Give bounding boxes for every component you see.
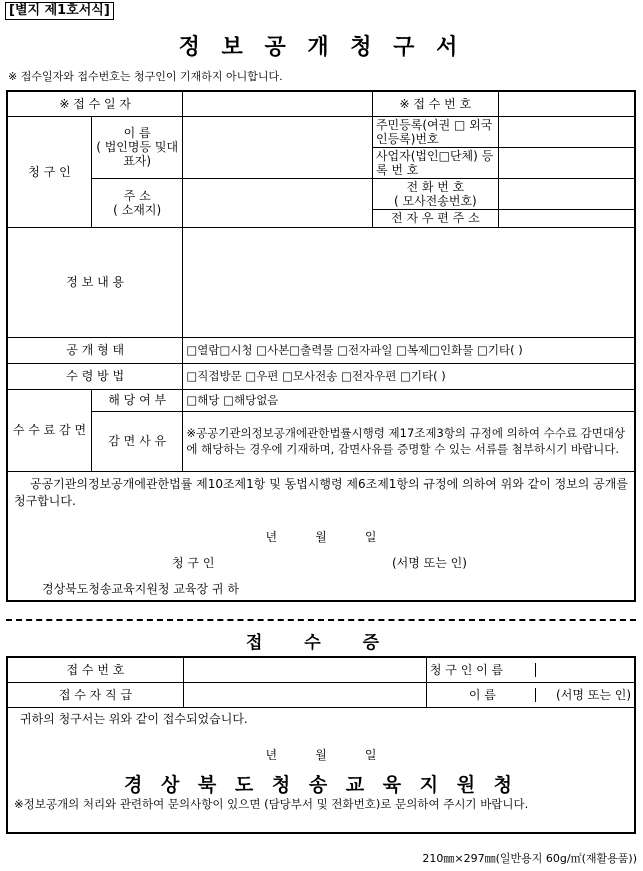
receiver-name-cell [426, 682, 635, 707]
receipt-date-label: ※ 접 수 일 자 [7, 91, 183, 116]
receiver-position-field [183, 682, 426, 707]
applicable-options[interactable]: □해당 □해당없음 [183, 389, 635, 411]
fee-reduction-label: 수 수 료 감 면 [7, 389, 91, 471]
cut-line [6, 619, 636, 621]
receipt-number-field-2 [183, 657, 426, 682]
reduction-reason-label: 감 면 사 유 [91, 411, 182, 471]
declaration-text: 공공기관의정보공개에관한법률 제10조제1항 및 동법시행령 제6조제1항의 규정에 의하여 위와 같이 정보의 공개를 청구합니다. [14, 476, 628, 508]
name-label: 이 름 ( 법인명등 및대표자) [91, 116, 182, 178]
sign-hint: (서명 또는 인) [392, 555, 467, 570]
receipt-body [7, 707, 635, 833]
email-field[interactable] [498, 209, 635, 227]
disclosure-form-label: 공 개 형 태 [7, 337, 183, 363]
receiver-sign-hint: (서명 또는 인) [556, 687, 631, 702]
biz-number-field[interactable] [498, 147, 635, 178]
rrn-field[interactable] [498, 116, 635, 147]
receipt-number-field [498, 91, 635, 116]
paper-spec-footer: 210㎜×297㎜(일반용지 60g/㎡(재활용품)) [422, 852, 637, 865]
request-form-table [6, 90, 636, 602]
receipt-method-label: 수 령 방 법 [7, 363, 183, 389]
phone-label: 전 화 번 호 ( 모사전송번호) [372, 178, 498, 209]
declaration-block [7, 471, 635, 601]
requester-label: 청 구 인 [7, 116, 91, 227]
receipt-title: 접 수 증 [245, 633, 398, 653]
receipt-date: 년 월 일 [265, 747, 377, 762]
page-title: 정 보 공 개 청 구 서 [178, 35, 465, 60]
receipt-note: ※ 접수일자와 접수번호는 청구인이 기재하지 아니합니다. [8, 70, 283, 83]
rrn-label: 주민등록(여권 □ 외국인등록)번호 [372, 116, 498, 147]
receiver-position-label: 접 수 자 직 급 [7, 682, 183, 707]
requester-name-label: 청 구 인 이 름 [427, 663, 536, 677]
applicable-label: 해 당 여 부 [91, 389, 182, 411]
addressee: 경상북도청송교육지원청 교육장 귀 하 [42, 581, 239, 596]
signer-label: 청 구 인 [172, 555, 215, 570]
receiver-name-label: 이 름 [427, 688, 536, 702]
receipt-statement: 귀하의 청구서는 위와 같이 접수되었습니다. [20, 711, 248, 726]
reduction-reason-note: ※공공기관의정보공개에관한법률시행령 제17조제3항의 규정에 의하여 수수료 감면대상에 해당하는 경우에 기재하며, 감면사유를 증명할 수 있는 서류를 첨부하시기 바랍니다. [183, 411, 635, 471]
request-date: 년 월 일 [265, 529, 377, 544]
info-content-label: 정 보 내 용 [7, 227, 183, 337]
receipt-number-label: ※ 접 수 번 호 [372, 91, 498, 116]
address-label: 주 소 ( 소재지) [91, 178, 182, 227]
disclosure-form-options[interactable]: □열람□시청 □사본□출력물 □전자파일 □복제□인화물 □기타( ) [183, 337, 635, 363]
receipt-method-options[interactable]: □직접방문 □우편 □모사전송 □전자우편 □기타( ) [183, 363, 635, 389]
address-field[interactable] [183, 178, 373, 227]
receipt-table [6, 656, 636, 834]
signature-line [14, 556, 628, 572]
receipt-note: ※정보공개의 처리와 관련하여 문의사항이 있으면 (담당부서 및 전화번호)로 문의하여 주시기 바랍니다. [14, 796, 529, 811]
email-label: 전 자 우 편 주 소 [372, 209, 498, 227]
receipt-number-label-2: 접 수 번 호 [7, 657, 183, 682]
phone-field[interactable] [498, 178, 635, 209]
biz-number-label: 사업자(법인□단체) 등 록 번 호 [372, 147, 498, 178]
receipt-date-field [183, 91, 373, 116]
requester-name-cell [426, 657, 635, 682]
form-number-tag: [별지 제1호서식] [5, 2, 114, 20]
info-content-field[interactable] [183, 227, 635, 337]
receipt-office: 경 상 북 도 청 송 교 육 지 원 청 [123, 773, 519, 796]
name-field[interactable] [183, 116, 373, 178]
